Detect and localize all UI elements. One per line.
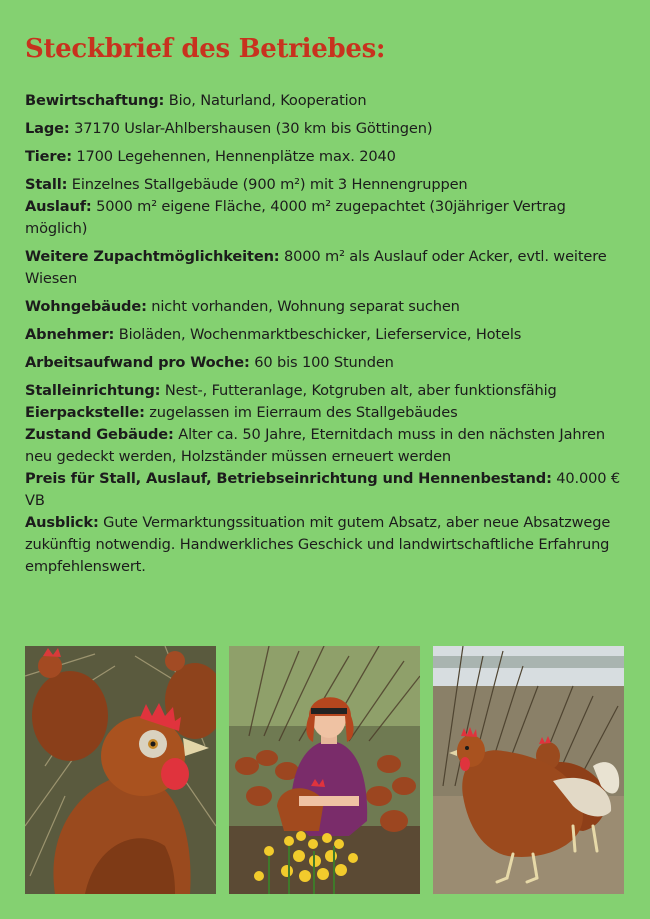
fact-label: Zustand Gebäude: — [25, 426, 174, 443]
farmer-with-hens-image — [229, 646, 420, 894]
fact-zustand — [25, 424, 630, 468]
hen-closeup-image — [25, 646, 216, 894]
fact-stalleinrichtung — [25, 380, 630, 402]
photo-hens-outdoors — [433, 646, 624, 894]
fact-preis — [25, 468, 630, 512]
hens-outdoors-image — [433, 646, 624, 894]
fact-value: nicht vorhanden, Wohnung separat suchen — [151, 298, 460, 315]
fact-lage — [25, 118, 630, 140]
fact-abnehmer — [25, 324, 630, 346]
page-title: Steckbrief des Betriebes: — [25, 34, 386, 64]
fact-ausblick — [25, 512, 630, 578]
fact-value: Nest-, Futteranlage, Kotgruben alt, aber funktionsfähig — [164, 382, 557, 399]
fact-arbeitsaufwand — [25, 352, 630, 374]
fact-auslauf — [25, 196, 630, 240]
fact-label: Wohngebäude: — [25, 298, 147, 315]
fact-label: Ausblick: — [25, 514, 99, 531]
fact-value: Gute Vermarktungssituation mit gutem Absatz, aber neue Absatzwege zukünftig notwendig. Handwerkliches Geschick und landwirtschaftliche Erfahrung empfehlenswert. — [25, 514, 611, 575]
fact-value: 37170 Uslar-Ahlbershausen (30 km bis Göttingen) — [74, 120, 433, 137]
fact-label: Lage: — [25, 120, 70, 137]
fact-bewirtschaftung — [25, 90, 630, 112]
fact-label: Weitere Zupachtmöglichkeiten: — [25, 248, 280, 265]
fact-value: 40.000 € VB — [25, 470, 621, 509]
fact-label: Bewirtschaftung: — [25, 92, 165, 109]
fact-label: Auslauf: — [25, 198, 92, 215]
fact-list — [25, 90, 630, 578]
fact-wohngebaeude — [25, 296, 630, 318]
fact-value: Einzelnes Stallgebäude (900 m²) mit 3 Hennengruppen — [71, 176, 468, 193]
photo-farmer-with-hens — [229, 646, 420, 894]
fact-label: Eierpackstelle: — [25, 404, 145, 421]
fact-value: 8000 m² als Auslauf oder Acker, evtl. weitere Wiesen — [25, 248, 607, 287]
fact-label: Arbeitsaufwand pro Woche: — [25, 354, 250, 371]
photo-hen-closeup — [25, 646, 216, 894]
fact-label: Tiere: — [25, 148, 72, 165]
fact-label: Stall: — [25, 176, 68, 193]
fact-value: Bio, Naturland, Kooperation — [168, 92, 367, 109]
fact-value: 60 bis 100 Stunden — [254, 354, 394, 371]
fact-label: Stalleinrichtung: — [25, 382, 161, 399]
fact-value: zugelassen im Eierraum des Stallgebäudes — [149, 404, 458, 421]
fact-value: 1700 Legehennen, Hennenplätze max. 2040 — [76, 148, 396, 165]
fact-value: Alter ca. 50 Jahre, Eternitdach muss in den nächsten Jahren neu gedeckt werden, Holzständer müssen erneuert werden — [25, 426, 605, 465]
fact-label: Preis für Stall, Auslauf, Betriebseinrichtung und Hennenbestand: — [25, 470, 552, 487]
fact-tiere — [25, 146, 630, 168]
fact-stall — [25, 174, 630, 196]
fact-value: 5000 m² eigene Fläche, 4000 m² zugepachtet (30jähriger Vertrag möglich) — [25, 198, 566, 237]
fact-label: Abnehmer: — [25, 326, 115, 343]
fact-zupacht — [25, 246, 630, 290]
fact-eierpackstelle — [25, 402, 630, 424]
fact-value: Bioläden, Wochenmarktbeschicker, Lieferservice, Hotels — [118, 326, 522, 343]
